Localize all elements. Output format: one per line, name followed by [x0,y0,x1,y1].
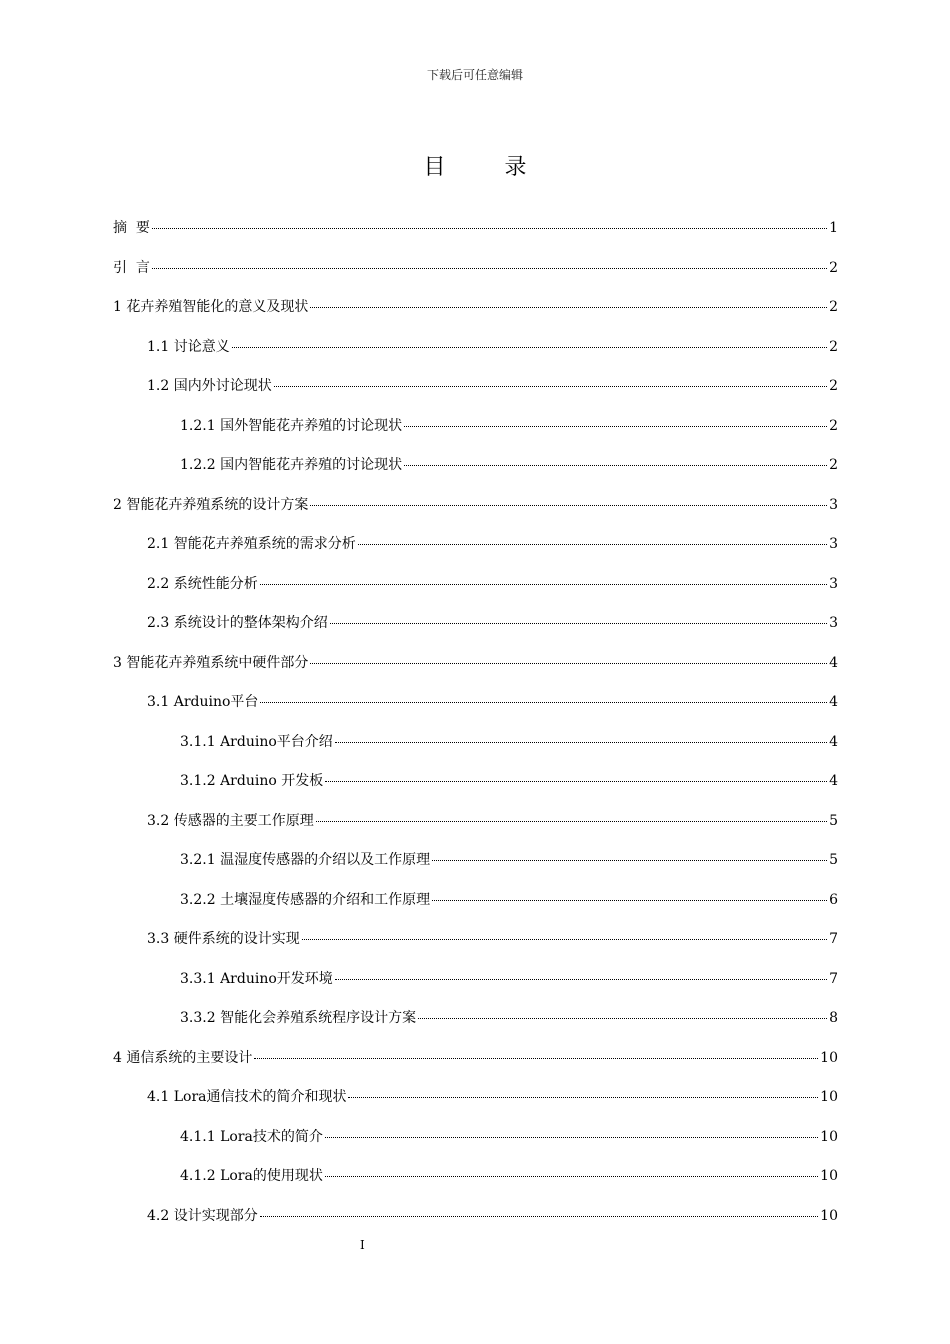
toc-entry-page: 3 [829,536,838,552]
toc-entry-title: 2.3 系统设计的整体架构介绍 [147,615,328,631]
toc-entry[interactable] [113,375,838,415]
toc-dot-leader [432,860,827,861]
toc-entry-title: 2 智能花卉养殖系统的设计方案 [113,496,309,513]
toc-dot-leader [260,1216,818,1217]
toc-dot-leader [260,702,827,703]
toc-dot-leader [302,939,827,940]
toc-dot-leader [274,386,827,387]
toc-entry-page: 7 [829,970,838,987]
toc-entry[interactable] [113,652,838,692]
toc-dot-leader [404,426,827,427]
toc-entry[interactable] [113,454,838,494]
toc-entry-page: 3 [829,575,838,592]
toc-entry[interactable] [113,691,838,731]
toc-entry-title: 3.1 Arduino平台 [147,694,259,710]
toc-entry-page: 4 [829,694,838,710]
toc-entry-page: 6 [829,891,838,908]
toc-entry-title: 摘 要 [113,220,150,236]
toc-entry-title: 3.2.2 土壤湿度传感器的介绍和工作原理 [180,891,431,908]
toc-entry[interactable] [113,1126,838,1166]
toc-entry-page: 10 [820,1207,838,1224]
toc-entry-page: 3 [829,496,838,513]
toc-dot-leader [348,1097,818,1098]
toc-entry-page: 8 [829,1010,838,1026]
toc-entry[interactable] [113,573,838,613]
toc-entry-title: 3.3.2 智能化会养殖系统程序设计方案 [180,1010,417,1026]
toc-entry-title: 4.1.2 Lora的使用现状 [180,1168,323,1184]
toc-entry-title: 3 智能花卉养殖系统中硬件部分 [113,654,309,671]
toc-dot-leader [325,1176,818,1177]
toc-entry-page: 4 [829,773,838,789]
toc-entry-title: 4.1.1 Lora技术的简介 [180,1128,323,1145]
toc-entry-title: 4.1 Lora通信技术的简介和现状 [147,1089,347,1105]
toc-dot-leader [152,268,827,269]
toc-dot-leader [330,623,827,624]
toc-entry[interactable] [113,336,838,376]
toc-dot-leader [404,465,827,466]
toc-entry-title: 3.1.2 Arduino 开发板 [180,773,324,789]
toc-entry[interactable] [113,731,838,771]
toc-entry-page: 2 [829,378,838,394]
toc-entry[interactable] [113,494,838,534]
toc-entry-page: 7 [829,931,838,947]
toc-dot-leader [432,900,827,901]
toc-entry-page: 2 [829,457,838,473]
toc-entry-page: 2 [829,259,838,276]
toc-dot-leader [335,742,827,743]
toc-entry-title: 2.1 智能花卉养殖系统的需求分析 [147,536,356,552]
toc-dot-leader [260,584,827,585]
toc-entry[interactable] [113,217,838,257]
toc-dot-leader [310,663,827,664]
toc-dot-leader [418,1018,827,1019]
toc-entry-title: 2.2 系统性能分析 [147,575,258,592]
toc-entry-title: 1.2.2 国内智能花卉养殖的讨论现状 [180,457,403,473]
toc-entry-page: 10 [820,1049,838,1066]
toc-entry[interactable] [113,296,838,336]
toc-entry-page: 5 [829,812,838,829]
toc-entry[interactable] [113,1086,838,1126]
toc-entry-title: 4 通信系统的主要设计 [113,1049,253,1066]
table-of-contents [113,217,838,1244]
toc-entry-title: 引 言 [113,259,150,276]
toc-entry-page: 4 [829,654,838,671]
toc-entry[interactable] [113,810,838,850]
toc-entry[interactable] [113,1007,838,1047]
page-number: I [360,1238,365,1252]
toc-entry-page: 10 [820,1128,838,1145]
toc-entry-page: 2 [829,299,838,315]
toc-dot-leader [358,544,827,545]
toc-entry-title: 1.2.1 国外智能花卉养殖的讨论现状 [180,417,403,434]
toc-entry-page: 2 [829,338,838,355]
toc-entry[interactable] [113,968,838,1008]
toc-dot-leader [325,1137,818,1138]
header-note: 下载后可任意编辑 [426,68,523,82]
toc-dot-leader [232,347,827,348]
toc-entry[interactable] [113,770,838,810]
toc-entry[interactable] [113,257,838,297]
toc-entry-title: 1 花卉养殖智能化的意义及现状 [113,299,309,315]
toc-entry[interactable] [113,928,838,968]
toc-entry-page: 4 [829,733,838,750]
toc-entry-title: 3.3 硬件系统的设计实现 [147,931,300,947]
toc-entry-title: 3.1.1 Arduino平台介绍 [180,733,333,750]
toc-entry-page: 1 [829,220,838,236]
toc-dot-leader [310,307,827,308]
toc-dot-leader [325,781,827,782]
toc-dot-leader [310,505,827,506]
toc-entry-page: 3 [829,615,838,631]
toc-entry-title: 3.2 传感器的主要工作原理 [147,812,314,829]
toc-dot-leader [335,979,827,980]
toc-entry-title: 3.3.1 Arduino开发环境 [180,970,333,987]
toc-entry-page: 10 [820,1168,838,1184]
toc-entry[interactable] [113,415,838,455]
toc-entry[interactable] [113,1205,838,1245]
toc-entry-page: 5 [829,852,838,868]
toc-entry[interactable] [113,612,838,652]
toc-entry-title: 1.1 讨论意义 [147,338,230,355]
toc-dot-leader [254,1058,818,1059]
toc-entry-title: 1.2 国内外讨论现状 [147,378,272,394]
toc-entry-page: 10 [820,1089,838,1105]
toc-entry[interactable] [113,849,838,889]
toc-entry[interactable] [113,1047,838,1087]
toc-entry-page: 2 [829,417,838,434]
toc-dot-leader [152,228,827,229]
toc-entry-title: 3.2.1 温湿度传感器的介绍以及工作原理 [180,852,431,868]
toc-entry[interactable] [113,533,838,573]
page-title: 目 录 [423,155,553,180]
toc-entry-title: 4.2 设计实现部分 [147,1207,258,1224]
toc-entry[interactable] [113,1165,838,1205]
toc-dot-leader [316,821,827,822]
toc-entry[interactable] [113,889,838,929]
